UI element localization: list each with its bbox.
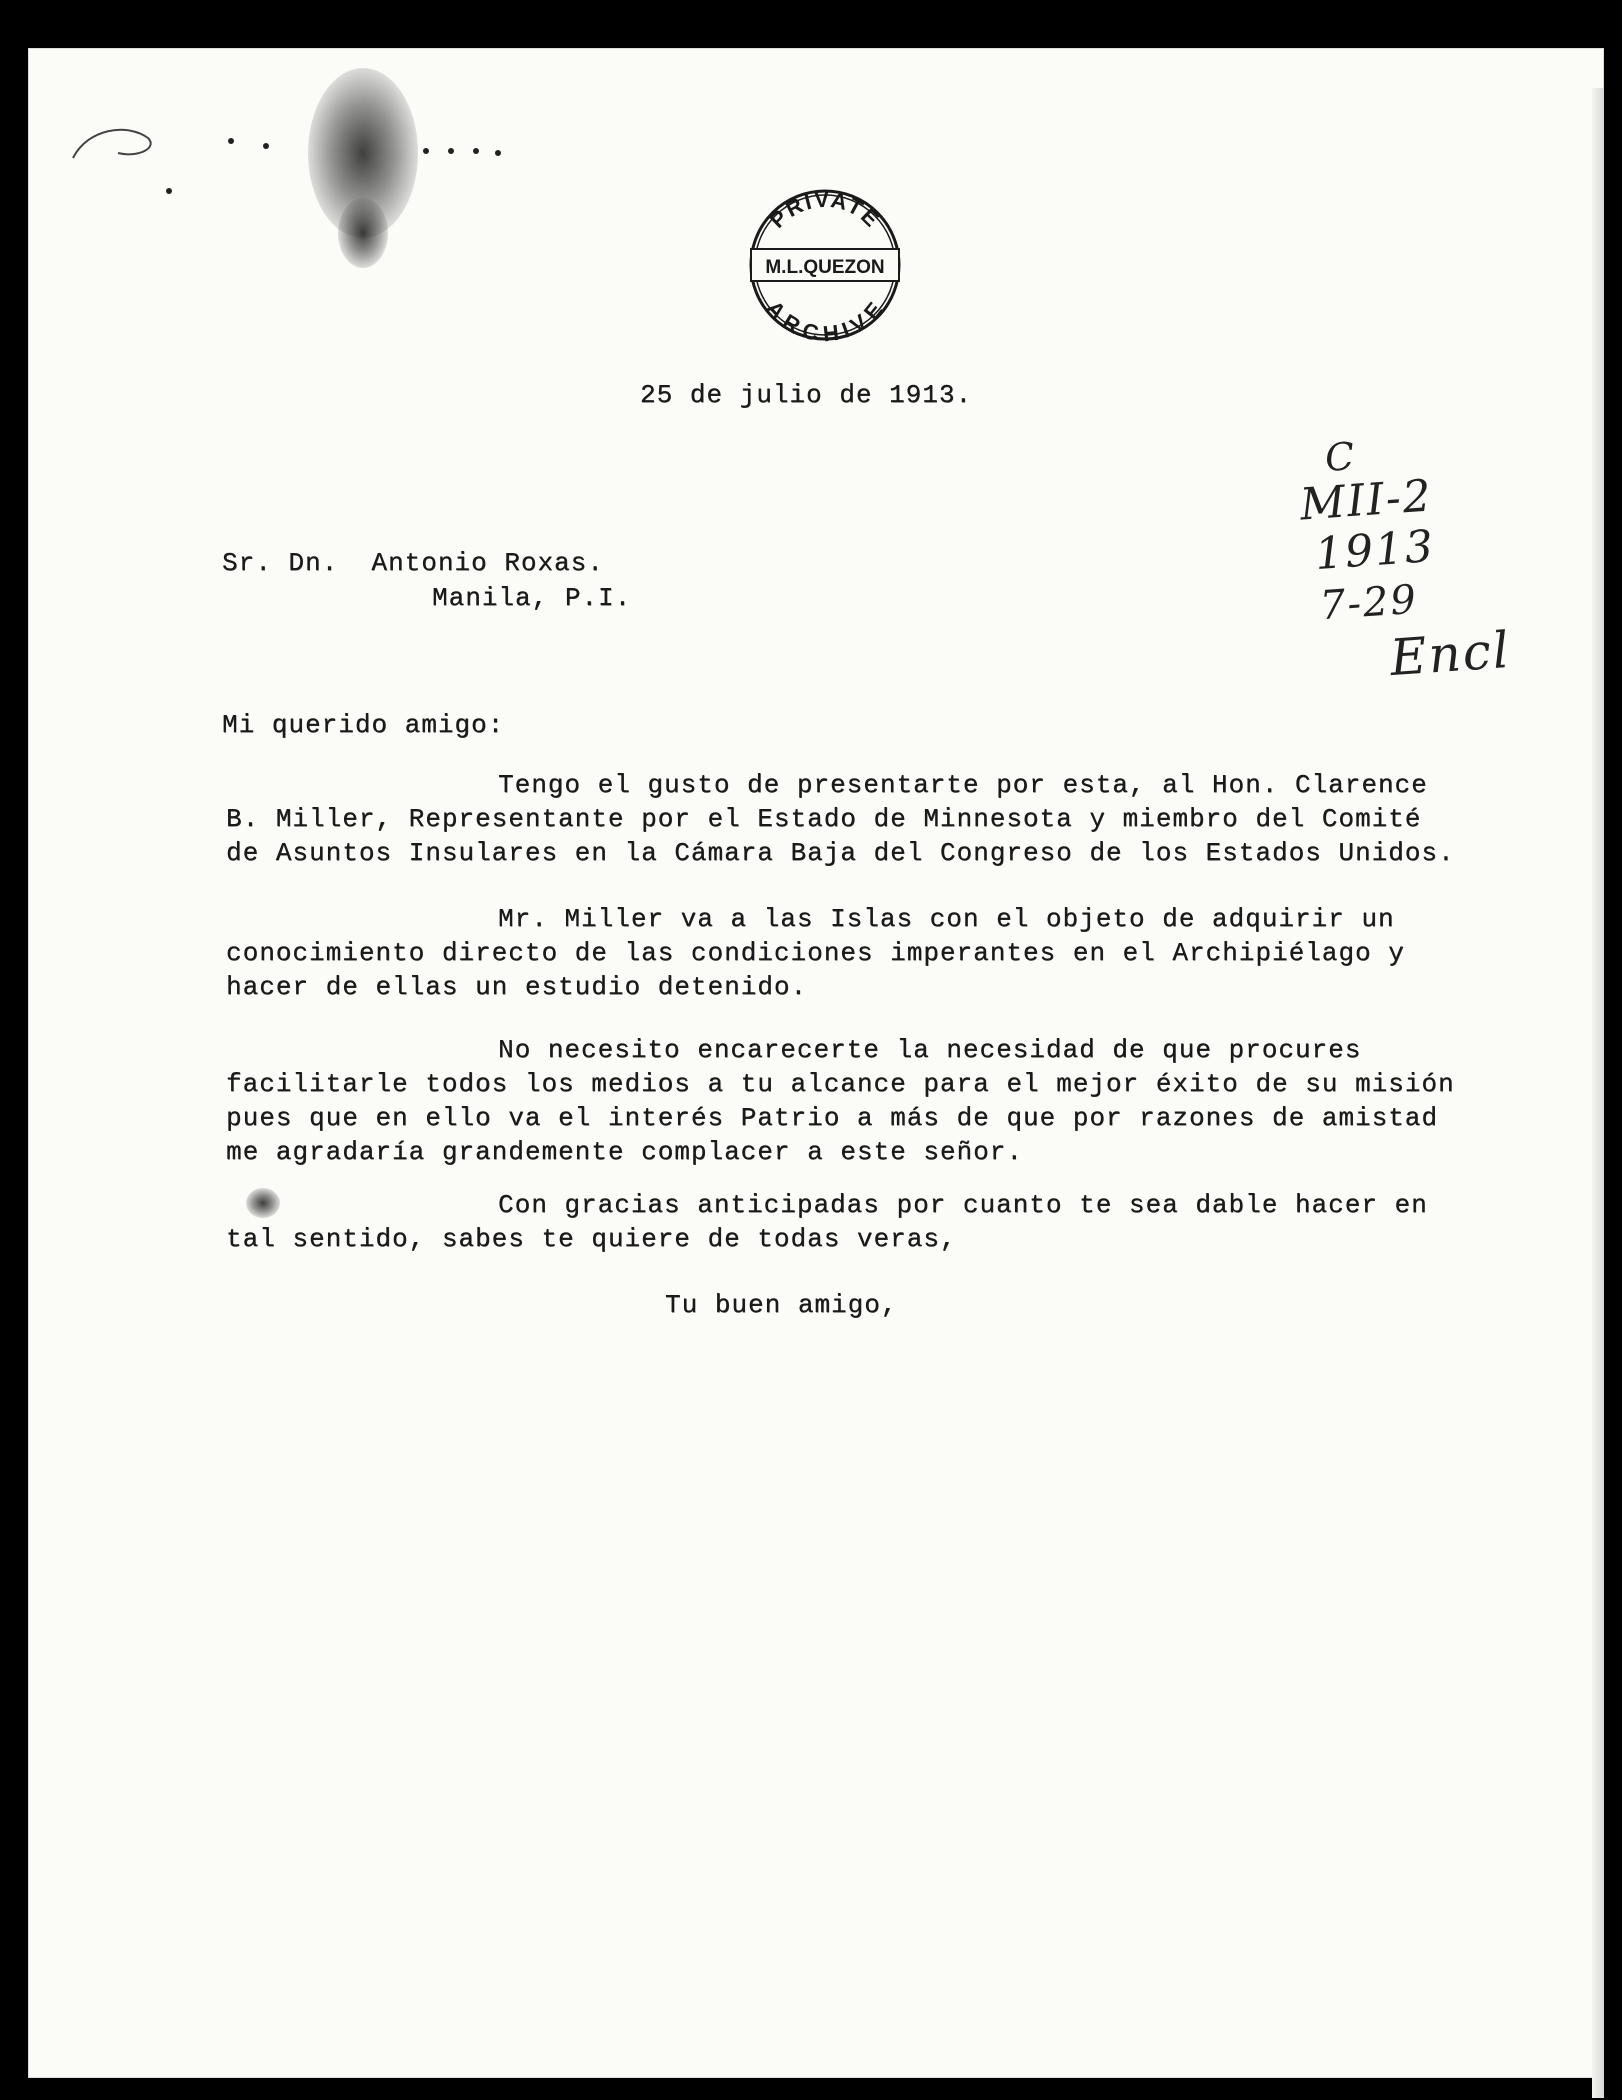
paragraph-2-line-3: hacer de ellas un estudio detenido. — [226, 972, 808, 1002]
archive-stamp — [745, 185, 905, 345]
paragraph-1-line-3: de Asuntos Insulares en la Cámara Baja del Congreso de los Estados Unidos. — [226, 838, 1455, 868]
paragraph-3-line-2: facilitarle todos los medios a tu alcance para el mejor éxito de su misión — [226, 1069, 1455, 1099]
stamp-top-text: PRIVATE — [764, 186, 886, 233]
recipient-city: Manila, P.I. — [432, 583, 632, 613]
paragraph-3-line-3: pues que en ello va el interés Patrio a más de que por razones de amistad — [226, 1103, 1438, 1133]
ink-dot — [166, 188, 172, 194]
stamp-bottom-text: ARCHIVE — [761, 295, 889, 345]
ink-smudge-small — [338, 198, 388, 268]
paragraph-1-line-1: Tengo el gusto de presentarte por esta, al Hon. Clarence — [498, 770, 1428, 800]
ink-dot — [473, 148, 479, 154]
letter-date: 25 de julio de 1913. — [640, 380, 973, 410]
salutation: Mi querido amigo: — [222, 710, 505, 740]
paragraph-3-line-4: me agradaría grandemente complacer a este señor. — [226, 1137, 1023, 1167]
handwritten-annotation-c: C — [1323, 433, 1358, 481]
page-edge — [1592, 88, 1604, 2098]
handwritten-annotation-year: 1913 — [1313, 520, 1437, 581]
handwritten-annotation-encl: Encl — [1388, 620, 1513, 688]
ink-dot — [423, 148, 429, 154]
pencil-corner-mark — [68, 118, 168, 178]
handwritten-annotation-ref: MII-2 — [1298, 470, 1435, 531]
paragraph-3-line-1: No necesito encarecerte la necesidad de que procures — [498, 1035, 1362, 1065]
ink-dot — [263, 143, 269, 149]
ink-dot — [448, 148, 454, 154]
handwritten-annotation-date: 7-29 — [1318, 576, 1420, 630]
ink-dot — [228, 138, 234, 144]
paragraph-4-line-1: Con gracias anticipadas por cuanto te sea dable hacer en — [498, 1190, 1428, 1220]
paragraph-2-line-2: conocimiento directo de las condiciones imperantes en el Archipiélago y — [226, 938, 1405, 968]
stamp-center-text: M.L.QUEZON — [765, 257, 885, 278]
ink-blot — [246, 1188, 280, 1218]
ink-dot — [495, 150, 501, 156]
recipient-name: Sr. Dn. Antonio Roxas. — [222, 548, 604, 578]
paragraph-1-line-2: B. Miller, Representante por el Estado de Minnesota y miembro del Comité — [226, 804, 1422, 834]
paragraph-4-line-2: tal sentido, sabes te quiere de todas veras, — [226, 1224, 957, 1254]
svg-text:ARCHIVE — [761, 296, 888, 345]
svg-text:PRIVATE — [765, 187, 886, 233]
paragraph-2-line-1: Mr. Miller va a las Islas con el objeto de adquirir un — [498, 904, 1395, 934]
closing: Tu buen amigo, — [665, 1290, 898, 1320]
